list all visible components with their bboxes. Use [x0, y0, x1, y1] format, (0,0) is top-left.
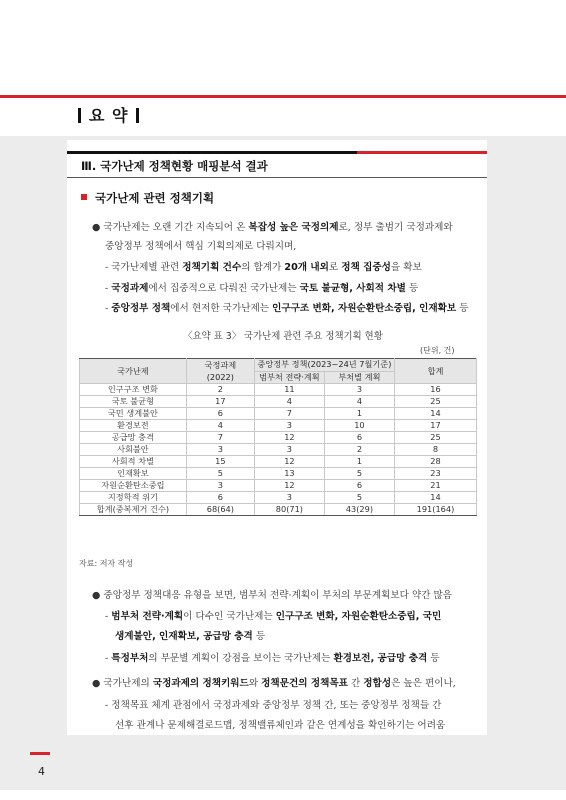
table-cell: 2	[324, 444, 394, 456]
bold-text: 정책기획 건수	[182, 262, 242, 273]
table-cell: 6	[324, 432, 394, 444]
row-label: 지정학적 위기	[80, 492, 187, 504]
bold-text: 20개 내외	[284, 262, 329, 273]
bold-text: 국토 불균형, 사회적 차별	[299, 283, 406, 294]
subheading	[81, 190, 214, 206]
section-divider	[67, 177, 487, 178]
table-cell: 12	[254, 456, 324, 468]
bold-text: 국정과제	[111, 283, 149, 294]
section-bar-accent	[357, 151, 487, 154]
bold-text: 특정부처	[111, 653, 149, 664]
table-cell: 3	[254, 420, 324, 432]
para1-dash1	[105, 259, 422, 273]
text: 에서 집중적으로 다뤄진 국가난제는	[148, 283, 300, 294]
summary-title: 요 약	[89, 106, 129, 125]
text: -	[105, 283, 112, 294]
header-rule	[0, 95, 566, 98]
text: 등	[456, 303, 469, 314]
table-cell: 43(29)	[324, 504, 394, 516]
table-cell: 11	[254, 384, 324, 396]
row-label: 환경보전	[80, 420, 187, 432]
bold-text: 복잡성 높은 국정의제	[248, 222, 339, 233]
para2-dash1	[105, 608, 441, 622]
col-header-difficulty: 국가난제	[80, 359, 187, 384]
header-bar-left	[78, 108, 81, 123]
text: -	[105, 611, 112, 622]
table-cell: 5	[324, 468, 394, 480]
table-cell: 191(164)	[394, 504, 476, 516]
table-unit: (단위, 건)	[420, 346, 455, 355]
page-header	[70, 103, 147, 126]
table-cell: 68(64)	[186, 504, 254, 516]
row-label: 사회적 차별	[80, 456, 187, 468]
text: 은 높은 편이나,	[391, 678, 456, 689]
table-cell: 10	[324, 420, 394, 432]
text: 등	[252, 631, 266, 642]
table-cell: 23	[394, 468, 476, 480]
text: 이 다수인 국가난제는	[183, 611, 276, 622]
para1-line1	[92, 219, 453, 233]
text: 로, 정부 출범기 국정과제와	[338, 222, 453, 233]
table-cell: 1	[324, 408, 394, 420]
text: 에서 현저한 국가난제는	[170, 303, 273, 314]
table-cell: 3	[186, 444, 254, 456]
bold-text: 국정과제의 정책키워드	[152, 678, 249, 689]
table-cell: 3	[254, 492, 324, 504]
table-cell: 3	[254, 444, 324, 456]
text: 등	[405, 283, 419, 294]
table-cell: 80(71)	[254, 504, 324, 516]
para3-dash1-cont: 선후 관계나 문제해결로드맵, 정책밸류체인과 같은 연계성을 확인하기는 어려움	[115, 720, 446, 731]
table-row	[80, 456, 477, 468]
table-cell: 4	[186, 420, 254, 432]
table-cell: 14	[394, 492, 476, 504]
text: 간	[347, 678, 364, 689]
row-label: 인구구조 변화	[80, 384, 187, 396]
section-bar	[67, 151, 357, 154]
table-cell: 25	[394, 396, 476, 408]
table-cell: 6	[324, 480, 394, 492]
bold-text: 정책 집중성	[341, 262, 391, 273]
para2-dash2	[105, 650, 440, 664]
table-cell: 5	[186, 468, 254, 480]
row-label: 국토 불균형	[80, 396, 187, 408]
table-cell: 6	[186, 492, 254, 504]
table-cell: 7	[186, 432, 254, 444]
table-cell: 17	[394, 420, 476, 432]
table-cell: 4	[254, 396, 324, 408]
table-cell: 1	[324, 456, 394, 468]
col-header-central-policy: 중앙정부 정책(2023~24년 7월기준)	[254, 359, 394, 372]
col-header-ministry-plan: 부처별 계획	[324, 371, 394, 384]
square-bullet-icon	[81, 194, 87, 200]
header-bar-right	[136, 108, 139, 123]
text: ● 국가난제는 오랜 기간 지속되어 온	[92, 222, 249, 233]
text: 의 합계가	[241, 262, 285, 273]
text: -	[105, 653, 112, 664]
section-title: Ⅲ. 국가난제 정책현황 매핑분석 결과	[81, 159, 268, 173]
para1-dash3	[105, 300, 469, 314]
para1-line2: 중앙정부 정책에서 핵심 기획의제로 다뤄지며,	[105, 241, 297, 252]
row-label: 인재확보	[80, 468, 187, 480]
row-label: 국민 생계불안	[80, 408, 187, 420]
table-row	[80, 468, 477, 480]
table-row	[80, 480, 477, 492]
policy-table	[79, 358, 477, 516]
col-header-total: 합계	[394, 359, 476, 384]
text: ● 국가난제의	[92, 678, 153, 689]
col-header-national-tasks	[186, 359, 254, 384]
table-source: 자료: 저자 작성	[79, 559, 134, 568]
bold-text: 인구구조 변화, 자원순환탄소중립, 인재확보	[272, 303, 457, 314]
table-cell: 12	[254, 480, 324, 492]
page-number: 4	[38, 765, 45, 778]
text: - 국가난제별 관련	[105, 262, 183, 273]
row-label: 공급망 충격	[80, 432, 187, 444]
table-row	[80, 408, 477, 420]
table-row	[80, 384, 477, 396]
table-cell: 28	[394, 456, 476, 468]
table-cell: 4	[324, 396, 394, 408]
table-cell: 3	[324, 384, 394, 396]
table-caption: 〈요약 표 3〉 국가난제 관련 주요 정책기획 현황	[183, 331, 383, 342]
table-row	[80, 432, 477, 444]
table-cell: 21	[394, 480, 476, 492]
text: 와	[248, 678, 262, 689]
table-row	[80, 420, 477, 432]
footer-mark	[30, 752, 50, 755]
table-cell: 12	[254, 432, 324, 444]
bold-text: 인구구조 변화, 자원순환탄소중립, 국민	[275, 611, 442, 622]
para2-dash1-cont	[115, 628, 265, 642]
table-cell: 13	[254, 468, 324, 480]
text: (2022)	[206, 372, 234, 382]
para1-dash2	[105, 280, 418, 294]
table-cell: 8	[394, 444, 476, 456]
para3-line1	[92, 675, 456, 689]
text: 의 부문별 계획이 강점을 보이는 국가난제는	[148, 653, 334, 664]
bold-text: 중앙정부 정책	[111, 303, 171, 314]
table-cell: 16	[394, 384, 476, 396]
para3-dash1: - 정책목표 체계 관점에서 국정과제와 중앙정부 정책 간, 또는 중앙정부 정책들 간	[105, 700, 442, 711]
subheading-text: 국가난제 관련 정책기획	[95, 191, 215, 205]
table-cell: 25	[394, 432, 476, 444]
text: -	[105, 303, 112, 314]
table-row	[80, 504, 477, 516]
table-cell: 2	[186, 384, 254, 396]
col-header-cross-ministry: 범부처 전략·계획	[254, 371, 324, 384]
row-label: 사회불안	[80, 444, 187, 456]
table-cell: 7	[254, 408, 324, 420]
table-row	[80, 444, 477, 456]
table-cell: 14	[394, 408, 476, 420]
bold-text: 범부처 전략·계획	[111, 611, 184, 622]
text: 을 확보	[390, 262, 422, 273]
bold-text: 생계불안, 인재확보, 공급망 충격	[115, 631, 253, 642]
bold-text: 정책문건의 정책목표	[261, 678, 348, 689]
text: 등	[427, 653, 440, 664]
row-label: 합계(중복제거 건수)	[80, 504, 187, 516]
table-cell: 6	[186, 408, 254, 420]
bold-text: 환경보전, 공급망 충격	[333, 653, 428, 664]
row-label: 자원순환탄소중립	[80, 480, 187, 492]
text: 로	[328, 262, 342, 273]
bold-text: 정합성	[363, 678, 392, 689]
table-cell: 5	[324, 492, 394, 504]
text: 국정과제	[204, 360, 237, 370]
table-cell: 17	[186, 396, 254, 408]
para2-line1: ● 중앙정부 정책대응 유형을 보면, 범부처 전략·계획이 부처의 부문계획보다 약간 많음	[92, 590, 453, 601]
table-row	[80, 396, 477, 408]
table-cell: 3	[186, 480, 254, 492]
table-cell: 15	[186, 456, 254, 468]
table-row	[80, 492, 477, 504]
